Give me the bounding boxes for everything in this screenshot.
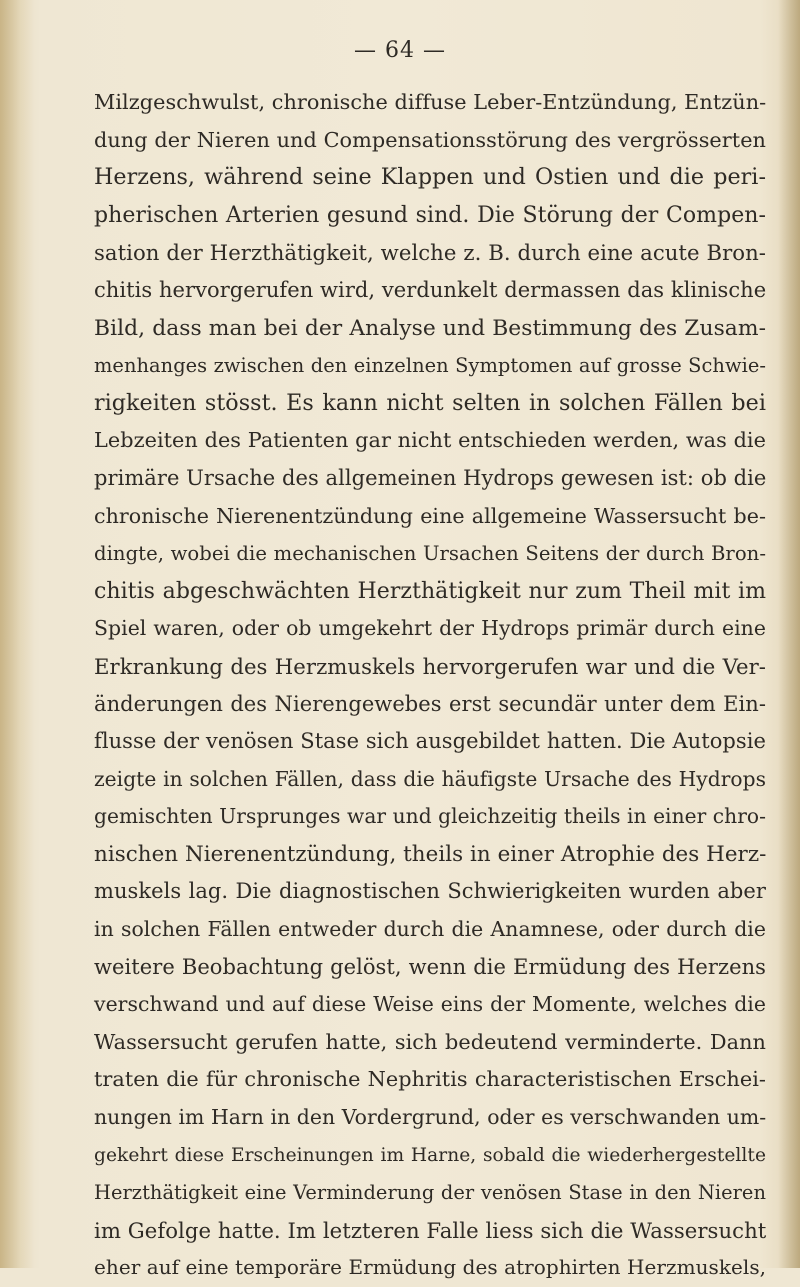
text-line: pherischen Arterien gesund sind. Die Störung der Compen- xyxy=(94,202,766,228)
text-line: dung der Nieren und Compensationsstörung des vergrösserten xyxy=(94,127,766,152)
page-edge-shadow-right xyxy=(778,0,800,1268)
text-line: rigkeiten stösst. Es kann nicht selten in solchen Fällen bei xyxy=(94,389,766,416)
body-text xyxy=(94,84,766,1287)
text-line: Lebzeiten des Patienten gar nicht entschieden werden, was die xyxy=(94,428,766,453)
text-line: nungen im Harn in den Vordergrund, oder es verschwanden um- xyxy=(94,1105,767,1130)
text-line: Erkrankung des Herzmuskels hervorgerufen war und die Ver- xyxy=(94,653,766,679)
text-line: chitis abgeschwächten Herzthätigkeit nur zum Theil mit im xyxy=(94,578,766,604)
text-line: eher auf eine temporäre Ermüdung des atrophirten Herzmuskels, xyxy=(94,1255,767,1280)
text-line: verschwand und auf diese Weise eins der Momente, welches die xyxy=(94,992,766,1017)
text-line: Spiel waren, oder ob umgekehrt der Hydrops primär durch eine xyxy=(94,616,766,641)
text-line: traten die für chronische Nephritis characteristischen Erschei- xyxy=(94,1067,766,1092)
text-line: gemischten Ursprunges war und gleichzeitig theils in einer chro- xyxy=(94,804,766,829)
text-line: Wassersucht gerufen hatte, sich bedeutend verminderte. Dann xyxy=(94,1029,766,1054)
text-line: flusse der venösen Stase sich ausgebildet hatten. Die Autopsie xyxy=(94,729,766,754)
text-line: änderungen des Nierengewebes erst secundär unter dem Ein- xyxy=(94,691,766,716)
text-line: chronische Nierenentzündung eine allgemeine Wassersucht be- xyxy=(94,503,766,528)
text-line: nischen Nierenentzündung, theils in einer Atrophie des Herz- xyxy=(94,841,767,867)
text-line: zeigte in solchen Fällen, dass die häufigste Ursache des Hydrops xyxy=(94,766,766,791)
text-line: muskels lag. Die diagnostischen Schwierigkeiten wurden aber xyxy=(94,879,766,904)
text-line: weitere Beobachtung gelöst, wenn die Ermüdung des Herzens xyxy=(94,954,766,979)
text-line: chitis hervorgerufen wird, verdunkelt dermassen das klinische xyxy=(94,277,767,302)
text-line: dingte, wobei die mechanischen Ursachen Seitens der durch Bron- xyxy=(94,542,766,566)
text-line: gekehrt diese Erscheinungen im Harne, sobald die wiederhergestellte xyxy=(94,1144,766,1166)
page-number: — 64 — xyxy=(354,38,446,63)
text-line: Herzens, während seine Klappen und Ostien und die peri- xyxy=(94,164,766,191)
text-line: in solchen Fällen entweder durch die Anamnese, oder durch die xyxy=(94,917,766,942)
page-edge-shadow-left xyxy=(0,0,34,1268)
text-line: menhanges zwischen den einzelnen Symptomen auf grosse Schwie- xyxy=(94,354,766,378)
text-line: im Gefolge hatte. Im letzteren Falle liess sich die Wassersucht xyxy=(94,1217,767,1243)
text-line: Bild, dass man bei der Analyse und Bestimmung des Zusam- xyxy=(94,315,766,341)
text-line: primäre Ursache des allgemeinen Hydrops gewesen ist: ob die xyxy=(94,465,767,490)
text-line: Herzthätigkeit eine Verminderung der venösen Stase in den Nieren xyxy=(94,1181,766,1205)
text-line: sation der Herzthätigkeit, welche z. B. durch eine acute Bron- xyxy=(94,240,766,266)
text-line: Milzgeschwulst, chronische diffuse Leber-Entzündung, Entzün- xyxy=(94,90,767,114)
